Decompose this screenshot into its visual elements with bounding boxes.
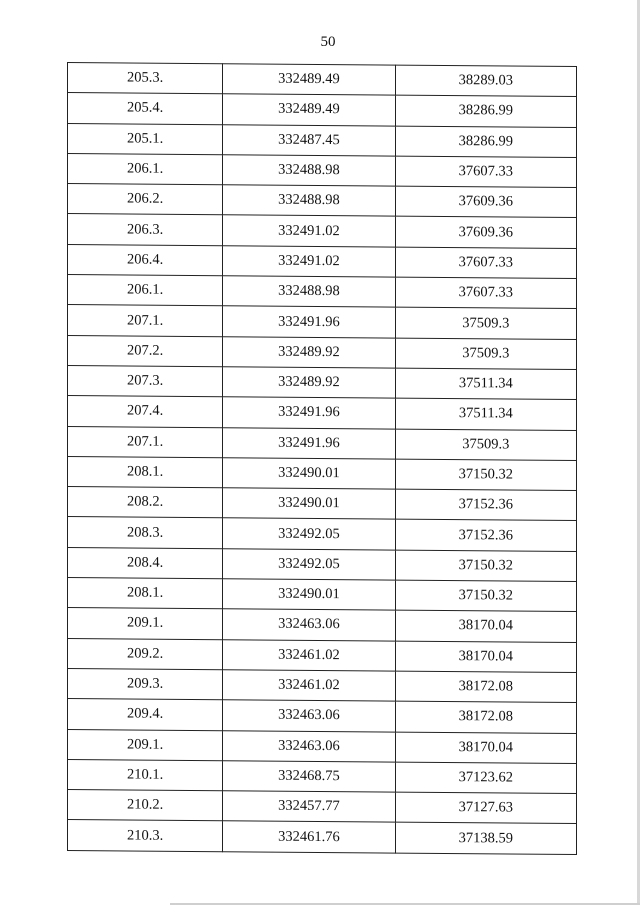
y-coordinate-cell: 37607.33: [395, 247, 576, 279]
x-coordinate-cell: 332488.98: [223, 276, 395, 308]
table-row: [68, 335, 577, 369]
table-row: [68, 214, 577, 248]
point-id-cell: 206.4.: [68, 244, 223, 276]
point-id-cell: 206.2.: [68, 184, 223, 216]
point-id-cell: 209.3.: [68, 668, 223, 700]
x-coordinate-cell: 332490.01: [223, 579, 395, 611]
y-coordinate-cell: 37509.3: [395, 429, 576, 461]
y-coordinate-cell: 38170.04: [395, 610, 576, 642]
y-coordinate-cell: 37152.36: [395, 520, 576, 552]
x-coordinate-cell: 332488.98: [223, 155, 395, 187]
table-row: [68, 820, 577, 854]
x-coordinate-cell: 332487.45: [223, 124, 395, 156]
x-coordinate-cell: 332491.96: [223, 397, 395, 429]
y-coordinate-cell: 37138.59: [395, 822, 576, 854]
y-coordinate-cell: 37150.32: [395, 550, 576, 582]
point-id-cell: 209.1.: [68, 729, 223, 761]
y-coordinate-cell: 38172.08: [395, 701, 576, 733]
x-coordinate-cell: 332489.92: [223, 336, 395, 368]
table-row: [68, 426, 577, 460]
x-coordinate-cell: 332468.75: [223, 761, 395, 793]
x-coordinate-cell: 332463.06: [223, 609, 395, 641]
table-row: [68, 396, 577, 430]
table-row: [68, 759, 577, 793]
point-id-cell: 210.1.: [68, 759, 223, 791]
y-coordinate-cell: 37509.3: [395, 307, 576, 339]
point-id-cell: 205.4.: [68, 93, 223, 125]
point-id-cell: 207.1.: [68, 426, 223, 458]
x-coordinate-cell: 332490.01: [223, 488, 395, 520]
point-id-cell: 208.3.: [68, 517, 223, 549]
point-id-cell: 209.2.: [68, 638, 223, 670]
table-row: [68, 63, 577, 97]
point-id-cell: 205.3.: [68, 63, 223, 95]
x-coordinate-cell: 332489.49: [223, 64, 395, 96]
table-row: [68, 456, 577, 490]
y-coordinate-cell: 37607.33: [395, 156, 576, 188]
y-coordinate-cell: 38286.99: [395, 95, 576, 127]
y-coordinate-cell: 37511.34: [395, 398, 576, 430]
table-row: [68, 578, 577, 612]
x-coordinate-cell: 332491.02: [223, 215, 395, 247]
table-row: [68, 93, 577, 127]
coordinates-table-body: [68, 63, 577, 855]
point-id-cell: 208.4.: [68, 547, 223, 579]
point-id-cell: 208.1.: [68, 578, 223, 610]
y-coordinate-cell: 37511.34: [395, 368, 576, 400]
table-row: [68, 790, 577, 824]
x-coordinate-cell: 332489.49: [223, 94, 395, 126]
y-coordinate-cell: 37609.36: [395, 186, 576, 218]
point-id-cell: 208.1.: [68, 456, 223, 488]
x-coordinate-cell: 332457.77: [223, 791, 395, 823]
x-coordinate-cell: 332461.02: [223, 639, 395, 671]
x-coordinate-cell: 332463.06: [223, 700, 395, 732]
table-row: [68, 547, 577, 581]
table-row: [68, 668, 577, 702]
point-id-cell: 206.1.: [68, 153, 223, 185]
point-id-cell: 210.3.: [68, 820, 223, 852]
y-coordinate-cell: 37127.63: [395, 792, 576, 824]
x-coordinate-cell: 332492.05: [223, 548, 395, 580]
table-row: [68, 365, 577, 399]
x-coordinate-cell: 332491.96: [223, 427, 395, 459]
x-coordinate-cell: 332491.96: [223, 306, 395, 338]
table-row: [68, 153, 577, 187]
point-id-cell: 207.4.: [68, 396, 223, 428]
y-coordinate-cell: 38289.03: [395, 65, 576, 97]
y-coordinate-cell: 37607.33: [395, 277, 576, 309]
x-coordinate-cell: 332492.05: [223, 518, 395, 550]
x-coordinate-cell: 332463.06: [223, 730, 395, 762]
y-coordinate-cell: 38170.04: [395, 641, 576, 673]
point-id-cell: 209.4.: [68, 699, 223, 731]
table-row: [68, 699, 577, 733]
y-coordinate-cell: 37150.32: [395, 580, 576, 612]
x-coordinate-cell: 332490.01: [223, 458, 395, 490]
y-coordinate-cell: 37609.36: [395, 217, 576, 249]
x-coordinate-cell: 332488.98: [223, 185, 395, 217]
table-row: [68, 638, 577, 672]
table-row: [68, 608, 577, 642]
y-coordinate-cell: 38172.08: [395, 671, 576, 703]
point-id-cell: 208.2.: [68, 487, 223, 519]
y-coordinate-cell: 37123.62: [395, 762, 576, 794]
table-row: [68, 517, 577, 551]
point-id-cell: 207.1.: [68, 305, 223, 337]
table-row: [68, 184, 577, 218]
x-coordinate-cell: 332461.76: [223, 821, 395, 853]
point-id-cell: 210.2.: [68, 790, 223, 822]
table-row: [68, 729, 577, 763]
table-row: [68, 275, 577, 309]
x-coordinate-cell: 332489.92: [223, 367, 395, 399]
y-coordinate-cell: 38170.04: [395, 732, 576, 764]
point-id-cell: 205.1.: [68, 123, 223, 155]
point-id-cell: 209.1.: [68, 608, 223, 640]
point-id-cell: 207.3.: [68, 365, 223, 397]
point-id-cell: 206.3.: [68, 214, 223, 246]
x-coordinate-cell: 332461.02: [223, 670, 395, 702]
table-row: [68, 123, 577, 157]
y-coordinate-cell: 37150.32: [395, 459, 576, 491]
page-number: 50: [320, 34, 336, 50]
coordinates-table: [67, 62, 577, 855]
x-coordinate-cell: 332491.02: [223, 246, 395, 278]
y-coordinate-cell: 37509.3: [395, 338, 576, 370]
table-row: [68, 244, 577, 278]
point-id-cell: 207.2.: [68, 335, 223, 367]
point-id-cell: 206.1.: [68, 275, 223, 307]
y-coordinate-cell: 38286.99: [395, 126, 576, 158]
y-coordinate-cell: 37152.36: [395, 489, 576, 521]
table-row: [68, 305, 577, 339]
table-row: [68, 487, 577, 521]
